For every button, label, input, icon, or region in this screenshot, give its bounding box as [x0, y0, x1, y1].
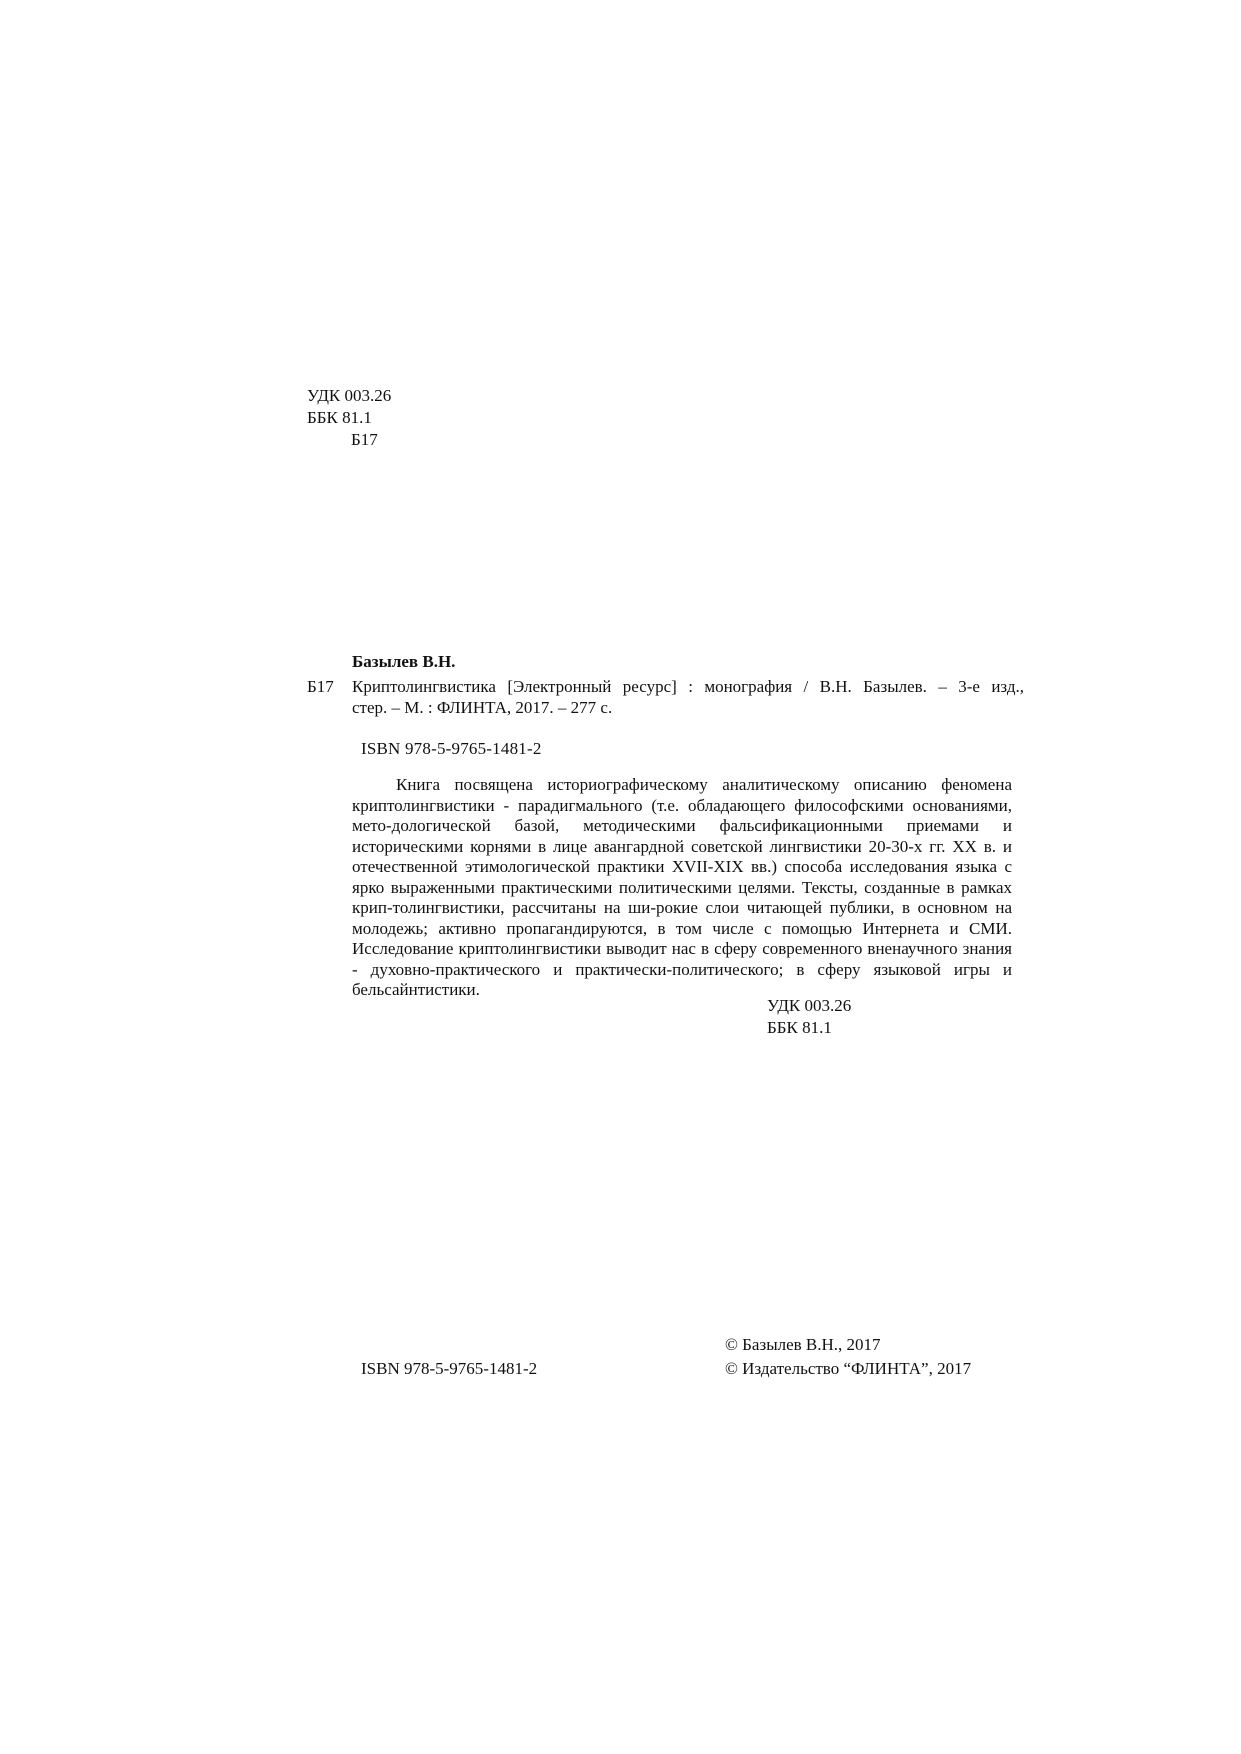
author-sign: Б17: [351, 430, 378, 449]
udk-code-bottom: УДК 003.26: [767, 996, 852, 1015]
annotation: Книга посвящена историографическому аналитическому описанию феномена криптолингвистики - парадигмального (т.е. обладающего философскими основаниями, мето-дологической базой, методическими фальсификационными приемами и историческими корнями в лице авангардной советской лингвистики 20-30-х гг. XX в. и отечественной этимологической практики XVII-XIX вв.) способа исследования языка с ярко выраженными практическими политическими целями. Тексты, созданные в рамках крип-толингвистики, рассчитаны на ши-рокие слои читающей публики, в основном на молодежь; активно пропагандируются, в том числе с помощью Интернета и СМИ. Исследование криптолингвистики выводит нас в сферу современного вненаучного знания - духовно-практического и практически-политического; в сферу языковой игры и бельсайнтистики.: [352, 775, 1012, 999]
copyright-author: © Базылев В.Н., 2017: [725, 1335, 881, 1354]
entry-author: Базылев В.Н.: [352, 652, 456, 671]
classification-top: [307, 385, 391, 451]
copyright-publisher: © Издательство “ФЛИНТА”, 2017: [725, 1359, 972, 1378]
copyright-block: [725, 1334, 971, 1382]
bbk-code: ББК 81.1: [307, 408, 372, 427]
bibliographic-line-1: Криптолингвистика [Электронный ресурс] : монография / В.Н. Базылев. – 3-е изд.,: [352, 677, 1024, 696]
bibliographic-description: [352, 676, 1024, 718]
udk-code: УДК 003.26: [307, 386, 392, 405]
entry-author-sign: Б17: [307, 677, 334, 696]
classification-bottom: [767, 995, 851, 1039]
bbk-code-bottom: ББК 81.1: [767, 1018, 832, 1037]
isbn-entry: ISBN 978-5-9765-1481-2: [361, 739, 542, 758]
bibliographic-line-2: стер. – М. : ФЛИНТА, 2017. – 277 с.: [352, 698, 613, 717]
isbn-bottom: ISBN 978-5-9765-1481-2: [361, 1359, 538, 1378]
